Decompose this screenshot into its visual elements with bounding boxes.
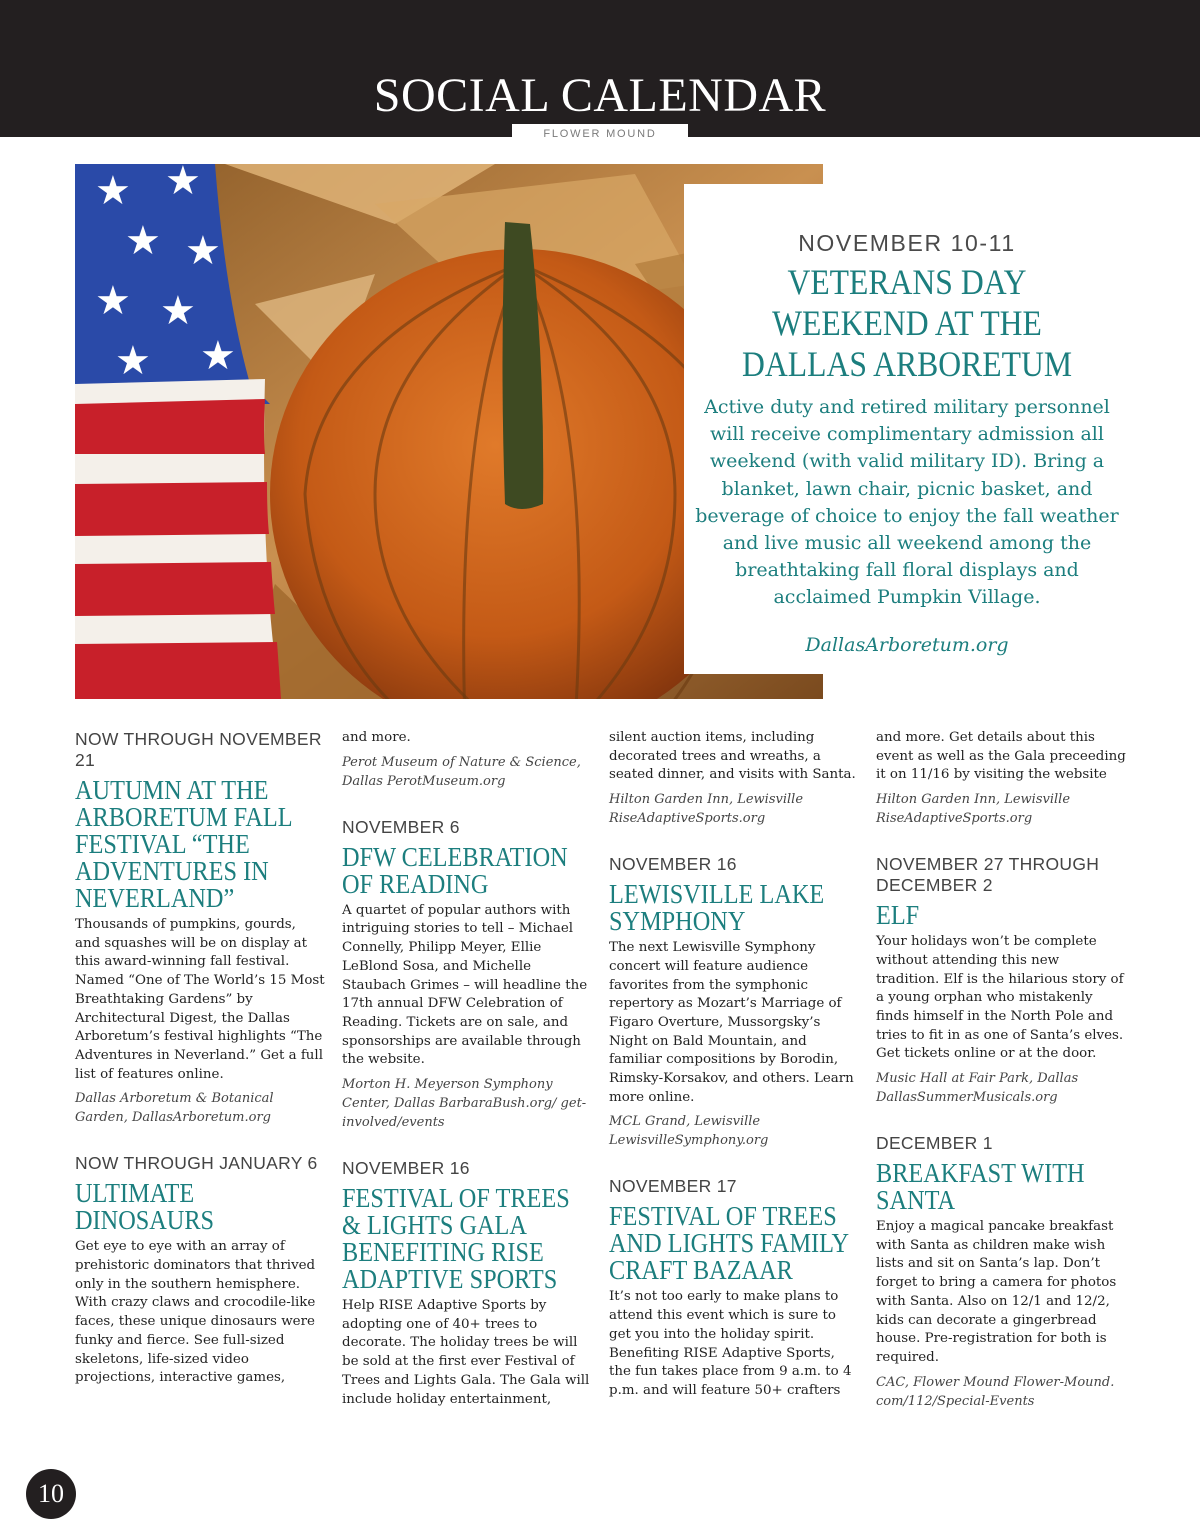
event-description-continued: silent auction items, including decorated trees and wreaths, a seated dinner, and visits with Santa. [609, 730, 856, 783]
event-description: A quartet of popular authors with intriguing stories to tell – Michael Connelly, Philipp Meyer, Ellie LeBlond Sosa, and Michelle Staubach Grimes – will headline the 17th annual DFW Celebration of Reading. Tickets are on sale, and sponsorships are available through the website. [342, 902, 588, 1068]
featured-event-website[interactable]: DallasArboretum.org [805, 634, 1009, 656]
column-3 [609, 729, 859, 1401]
featured-event-date: NOVEMBER 10-11 [798, 230, 1016, 256]
page-number: 10 [26, 1469, 76, 1519]
svg-text:★: ★ [95, 278, 131, 324]
event-date: NOVEMBER 6 [342, 816, 460, 837]
event-venue: Music Hall at Fair Park, Dallas DallasSummerMusicals.org [876, 1071, 1079, 1106]
event-description: Thousands of pumpkins, gourds, and squashes will be on display at this award-winning fall festival. Named “One of The World’s 15 Most Breathtaking Gardens” by Architectural Digest, the Dallas Arboretum’s festival highlights “The Adventures in Neverland.” Get a full list of features online. [75, 917, 325, 1082]
svg-text:★: ★ [165, 164, 201, 204]
featured-event-description: Active duty and retired military personnel will receive complimentary admission all weekend (with valid military ID). Bring a blanket, lawn chair, picnic basket, and beverage of choice to enjoy the fall weather and live music all weekend among the breathtaking fall floral displays and acclaimed Pumpkin Village. [695, 396, 1119, 609]
event-title: FESTIVAL OF TREES AND LIGHTS FAMILY CRAFT BAZAAR [609, 1201, 849, 1286]
column-2 [342, 729, 592, 1409]
event-date: NOVEMBER 16 [342, 1158, 470, 1179]
event-venue: Hilton Garden Inn, Lewisville RiseAdaptiveSports.org [876, 792, 1071, 827]
event-venue: Perot Museum of Nature & Science, Dallas PerotMuseum.org [342, 754, 581, 789]
svg-text:★: ★ [125, 218, 161, 264]
svg-text:★: ★ [185, 228, 221, 274]
svg-text:★: ★ [160, 288, 196, 334]
event-title: ELF [876, 900, 920, 931]
featured-event-panel [684, 184, 1130, 674]
svg-text:★: ★ [95, 168, 131, 214]
event-description: Get eye to eye with an array of prehistoric dominators that thrived only in the southern hemisphere. With crazy claws and crocodile-like faces, these unique dinosaurs were funky and fierce. See full-sized skeletons, life-sized video projections, interactive games, [75, 1239, 316, 1386]
event-description: Your holidays won’t be complete without attending this new tradition. Elf is the hilarious story of a young orphan who mistakenly finds himself in the North Pole and tries to fit in as one of Santa’s elves. Get tickets online or at the door. [876, 934, 1124, 1062]
event-title: DFW CELEBRATION OF READING [342, 841, 568, 899]
column-1 [75, 729, 325, 1388]
page-header [0, 0, 1200, 137]
page-title: SOCIAL CALENDAR [373, 69, 827, 122]
event-venue: MCL Grand, Lewisville LewisvilleSymphony.org [609, 1114, 769, 1149]
event-date: NOVEMBER 17 [609, 1176, 737, 1197]
svg-text:★: ★ [115, 338, 151, 384]
event-title: BREAKFAST WITH SANTA [876, 1158, 1085, 1216]
event-description: Help RISE Adaptive Sports by adopting one of 40+ trees to decorate. The holiday trees be will be sold at the first ever Festival of Trees and Lights Gala. The Gala will include holiday entertainment, [342, 1298, 590, 1407]
event-venue: Dallas Arboretum & Botanical Garden, DallasArboretum.org [75, 1091, 274, 1126]
event-venue: CAC, Flower Mound Flower-Mound. com/112/Special-Events [876, 1374, 1115, 1409]
event-date: DECEMBER 1 [876, 1133, 993, 1154]
event-date: NOW THROUGH JANUARY 6 [75, 1153, 318, 1174]
featured-event-title: VETERANS DAY WEEKEND AT THE DALLAS ARBORETUM [741, 262, 1073, 384]
event-description: It’s not too early to make plans to attend this event which is sure to get you into the holiday spirit. Benefiting RISE Adaptive Sports, the fun takes place from 9 a.m. to 4 p.m. and will feature 50+ crafters [609, 1289, 852, 1398]
event-description: The next Lewisville Symphony concert will feature audience favorites from the symphonic repertory as Mozart’s Marriage of Figaro Overture, Mussorgsky’s Night on Bald Mountain, and familiar compositions by Borodin, Rimsky-Korsakov, and others. Learn more online. [609, 940, 854, 1105]
event-title: ULTIMATE DINOSAURS [75, 1178, 215, 1236]
event-venue: Morton H. Meyerson Symphony Center, Dallas BarbaraBush.org/ get-involved/events [342, 1077, 587, 1131]
event-description-continued: and more. Get details about this event as well as the Gala preceeding it on 11/16 by visiting the website [876, 730, 1126, 783]
event-title: LEWISVILLE LAKE SYMPHONY [609, 879, 825, 937]
event-date: NOVEMBER 16 [609, 854, 737, 875]
event-venue: Hilton Garden Inn, Lewisville RiseAdaptiveSports.org [609, 792, 804, 827]
event-title: FESTIVAL OF TREES & LIGHTS GALA BENEFITING RISE ADAPTIVE SPORTS [342, 1183, 570, 1295]
event-description: Enjoy a magical pancake breakfast with Santa as children make wish lists and sit on Santa’s lap. Don’t forget to bring a camera for photos with Santa. Also on 12/1 and 12/2, kids can decorate a gingerbread house. Pre-registration for both is required. [876, 1219, 1117, 1365]
section-label: FLOWER MOUND [512, 124, 688, 146]
event-title: AUTUMN AT THE ARBORETUM FALL FESTIVAL “THE ADVENTURES IN NEVERLAND” [75, 775, 292, 913]
event-date: NOVEMBER 27 THROUGH DECEMBER 2 [876, 854, 1100, 896]
event-description-continued: and more. [342, 730, 411, 745]
column-4 [876, 729, 1126, 1411]
svg-text:★: ★ [200, 333, 236, 379]
event-date: NOW THROUGH NOVEMBER 21 [75, 729, 322, 770]
